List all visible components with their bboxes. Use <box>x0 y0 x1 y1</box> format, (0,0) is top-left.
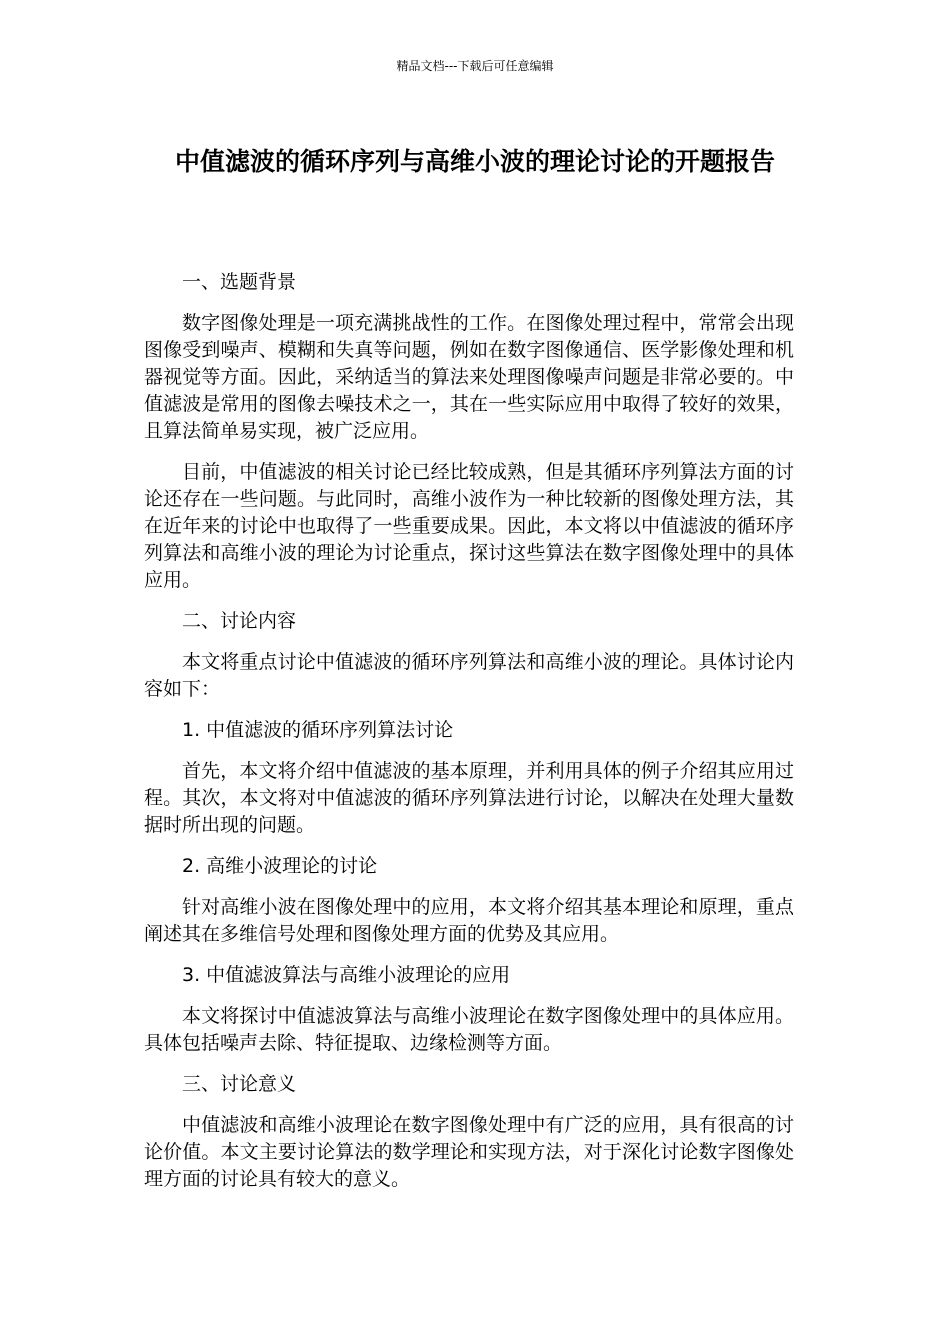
paragraph-significance: 中值滤波和高维小波理论在数字图像处理中有广泛的应用，具有很高的讨论价值。本文主要讨论算法的数学理论和实现方法，对于深化讨论数字图像处理方面的讨论具有较大的意义。 <box>144 1114 794 1190</box>
item-text-3: 本文将探讨中值滤波算法与高维小波理论在数字图像处理中的具体应用。具体包括噪声去除、特征提取、边缘检测等方面。 <box>144 1005 794 1054</box>
document-title: 中值滤波的循环序列与高维小波的理论讨论的开题报告 <box>174 147 775 176</box>
section-heading-content: 二、讨论内容 <box>182 610 297 632</box>
paragraph-background-2: 目前，中值滤波的相关讨论已经比较成熟，但是其循环序列算法方面的讨论还存在一些问题。与此同时，高维小波作为一种比较新的图像处理方法，其在近年来的讨论中也取得了一些重要成果。因此，本文将以中值滤波的循环序列算法和高维小波的理论为讨论重点，探讨这些算法在数字图像处理中的具体应用。 <box>144 461 794 591</box>
section-heading-background: 一、选题背景 <box>182 271 297 293</box>
item-text-1: 首先，本文将介绍中值滤波的基本原理，并利用具体的例子介绍其应用过程。其次，本文将对中值滤波的循环序列算法进行讨论，以解决在处理大量数据时所出现的问题。 <box>144 760 794 836</box>
header-note: 精品文档---下载后可任意编辑 <box>396 59 554 73</box>
paragraph-content-intro: 本文将重点讨论中值滤波的循环序列算法和高维小波的理论。具体讨论内容如下： <box>144 651 794 700</box>
document-body <box>144 269 794 1207</box>
item-text-2: 针对高维小波在图像处理中的应用，本文将介绍其基本理论和原理，重点阐述其在多维信号处理和图像处理方面的优势及其应用。 <box>144 896 794 945</box>
item-heading-1: 1. 中值滤波的循环序列算法讨论 <box>182 719 454 741</box>
section-heading-significance: 三、讨论意义 <box>182 1073 297 1095</box>
item-heading-3: 3. 中值滤波算法与高维小波理论的应用 <box>182 964 511 986</box>
item-heading-2: 2. 高维小波理论的讨论 <box>182 855 378 877</box>
paragraph-background-1: 数字图像处理是一项充满挑战性的工作。在图像处理过程中，常常会出现图像受到噪声、模糊和失真等问题，例如在数字图像通信、医学影像处理和机器视觉等方面。因此，采纳适当的算法来处理图像噪声问题是非常必要的。中值滤波是常用的图像去噪技术之一，其在一些实际应用中取得了较好的效果，且算法简单易实现，被广泛应用。 <box>144 312 794 442</box>
